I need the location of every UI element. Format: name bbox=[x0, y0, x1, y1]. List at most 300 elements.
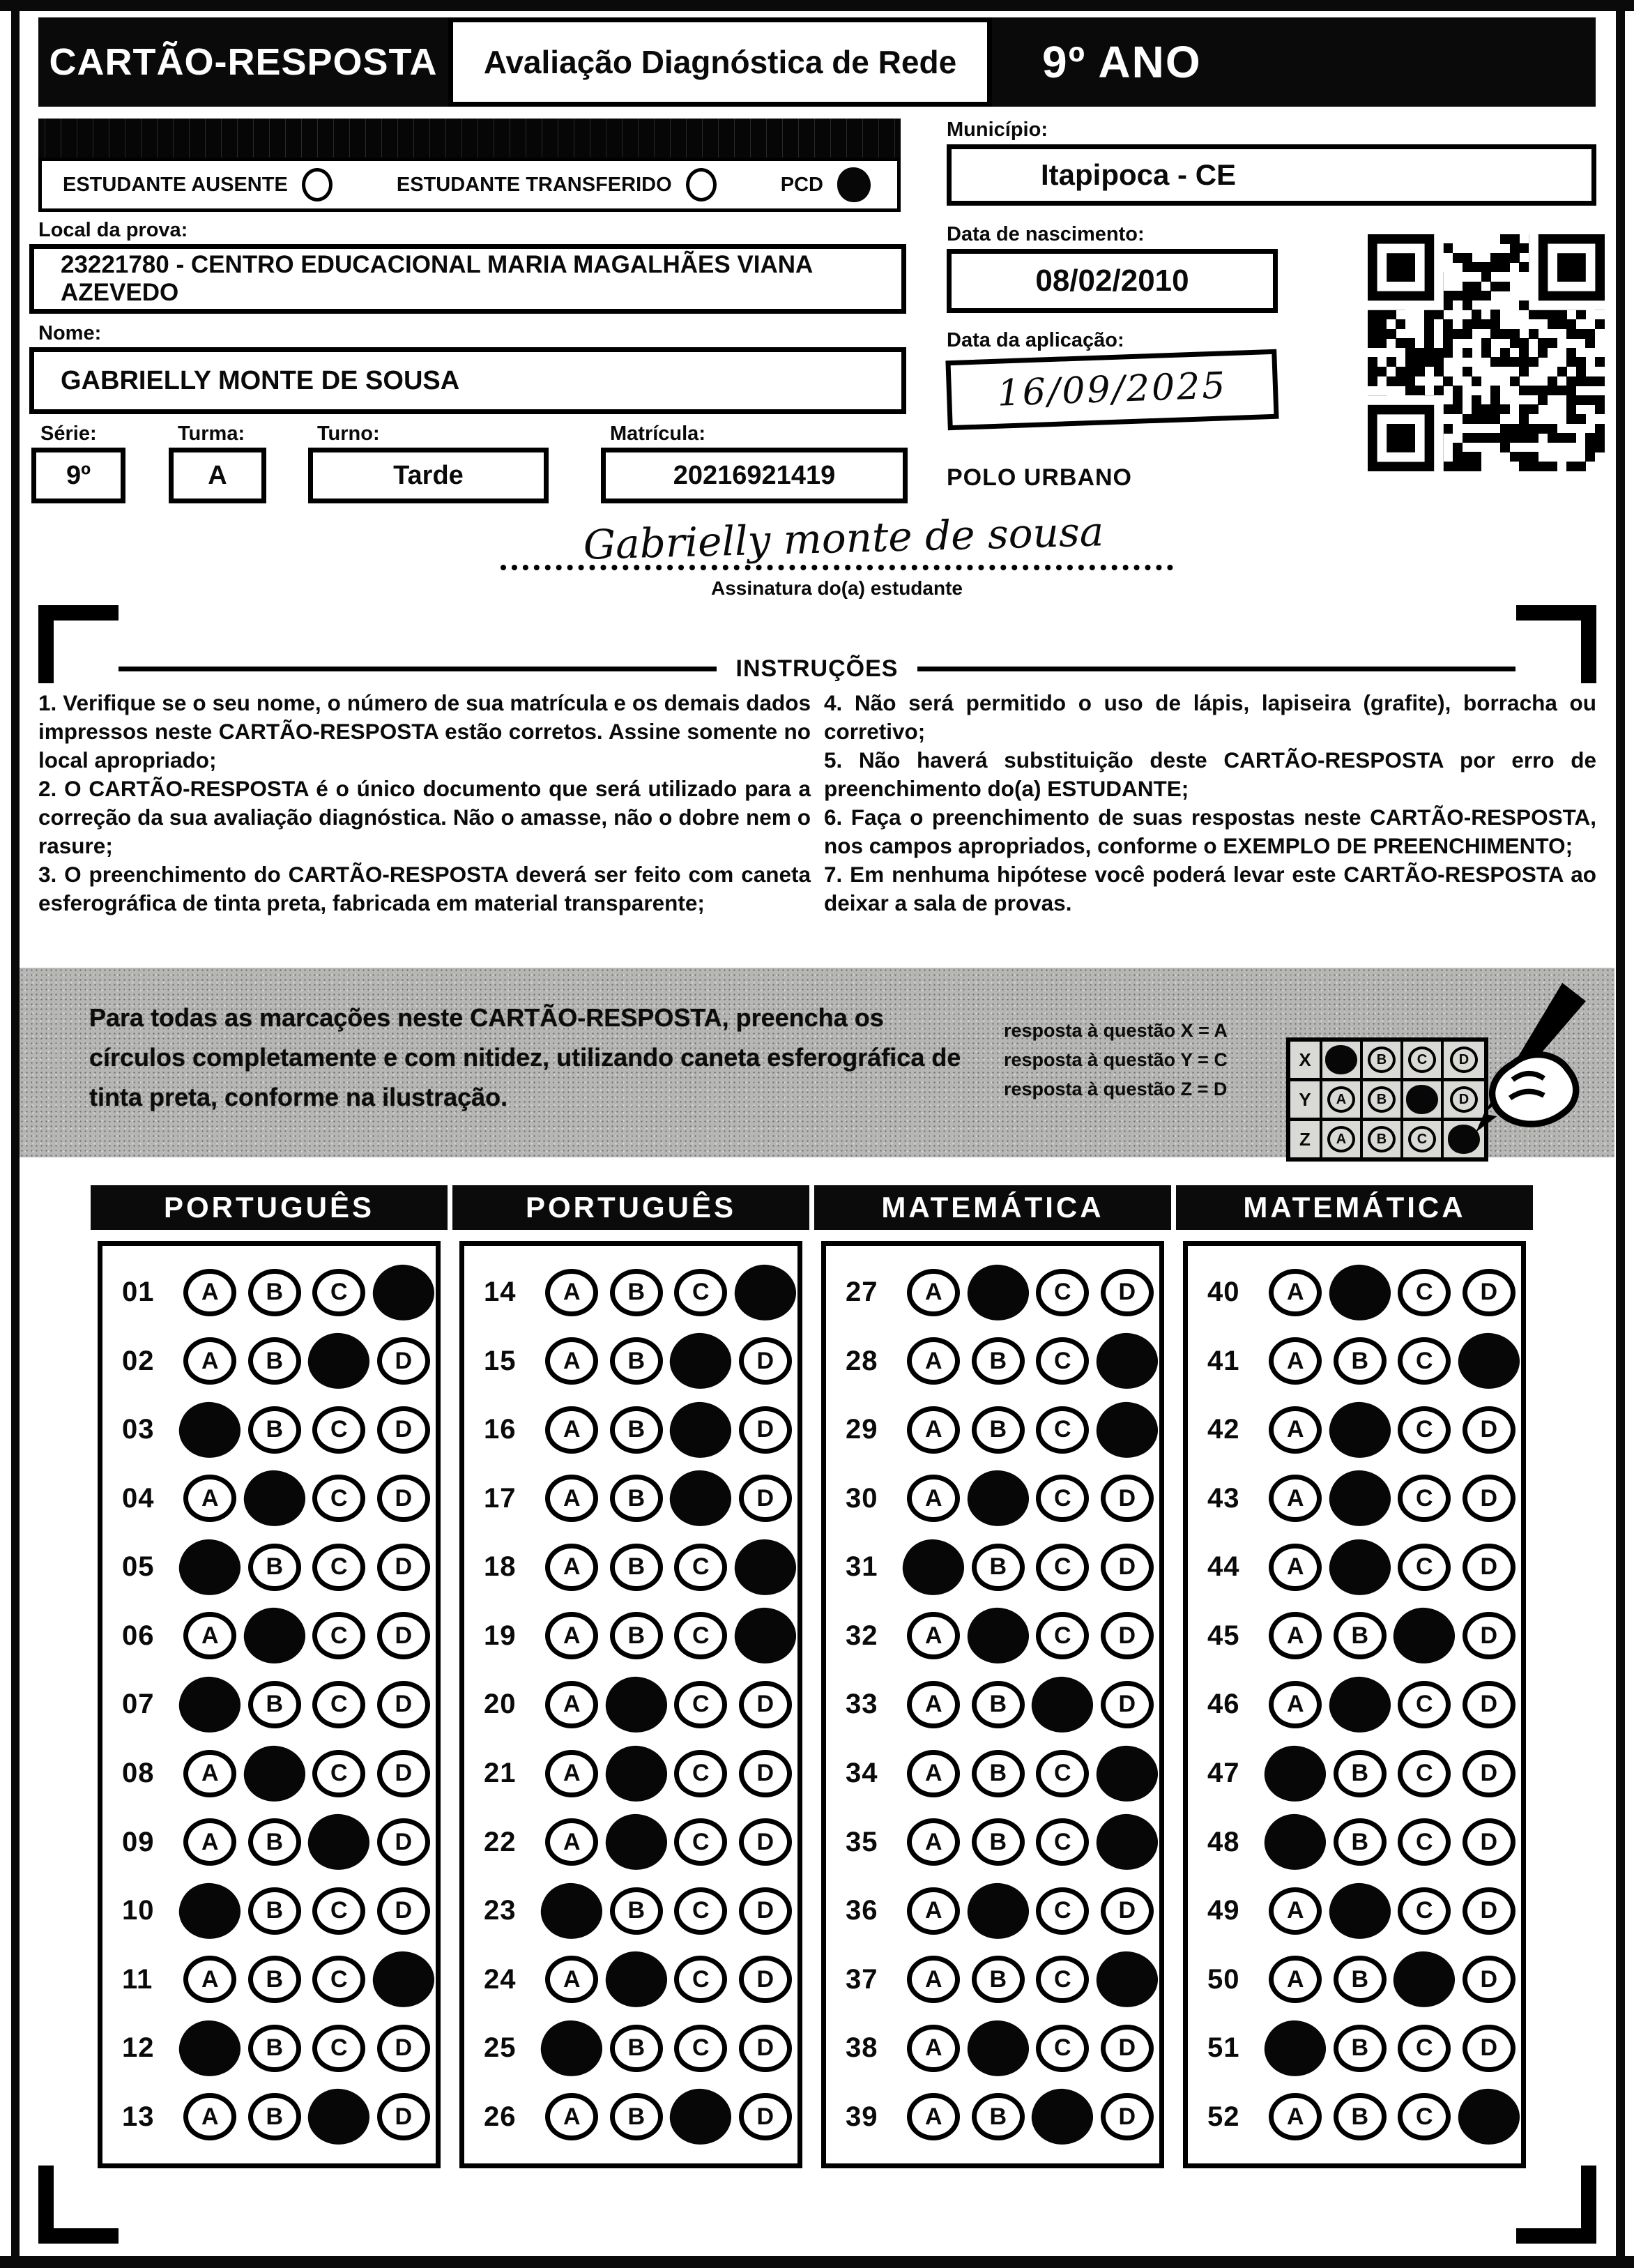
bubble-q12-D[interactable]: D bbox=[377, 2025, 430, 2072]
bubble-q07-C[interactable]: C bbox=[312, 1681, 365, 1728]
bubble-q06-B-marked[interactable] bbox=[240, 1604, 308, 1667]
bubble-q27-A[interactable]: A bbox=[907, 1269, 960, 1316]
bubble-q09-C-marked[interactable] bbox=[305, 1811, 373, 1873]
bubble-cell bbox=[1392, 1951, 1457, 2007]
bubble-q46-A[interactable]: A bbox=[1269, 1681, 1322, 1728]
bubble-q37-A[interactable]: A bbox=[907, 1956, 960, 2003]
bubble-q38-B-marked[interactable] bbox=[964, 2017, 1032, 2080]
bubble-q44-D[interactable]: D bbox=[1463, 1544, 1515, 1591]
student-signature-handwritten: Gabrielly monte de sousa bbox=[582, 508, 1105, 569]
bubble-cell bbox=[1457, 2089, 1522, 2145]
question-number: 36 bbox=[846, 1895, 878, 1926]
answer-column-4 bbox=[1176, 1185, 1533, 2168]
bubble-q18-D-marked[interactable] bbox=[731, 1536, 799, 1599]
bubble-q06-C[interactable]: C bbox=[312, 1612, 365, 1659]
question-number: 18 bbox=[484, 1551, 517, 1583]
bubble-q47-A-marked[interactable] bbox=[1262, 1742, 1329, 1804]
bubble-q51-B[interactable]: B bbox=[1334, 2025, 1387, 2072]
bubble-q16-A[interactable]: A bbox=[545, 1406, 598, 1454]
bubble-q37-D-marked[interactable] bbox=[1093, 1948, 1161, 2011]
question-row-08 bbox=[102, 1746, 436, 1802]
bubble-q36-D[interactable]: D bbox=[1101, 1887, 1154, 1935]
bubble-q19-B[interactable]: B bbox=[610, 1612, 663, 1659]
bubble-q38-C[interactable]: C bbox=[1036, 2025, 1089, 2072]
status-circle-empty[interactable] bbox=[686, 168, 717, 201]
bubble-q10-D[interactable]: D bbox=[377, 1887, 430, 1935]
bubble-q23-D[interactable]: D bbox=[739, 1887, 792, 1935]
bubble-q39-B[interactable]: B bbox=[972, 2093, 1025, 2140]
bubble-q11-B[interactable]: B bbox=[248, 1956, 301, 2003]
bubble-q33-A[interactable]: A bbox=[907, 1681, 960, 1728]
bubble-q12-A-marked[interactable] bbox=[176, 2017, 244, 2080]
bubble-q31-D[interactable]: D bbox=[1101, 1544, 1154, 1591]
bubble-cell bbox=[1457, 1750, 1522, 1797]
bubble-q41-C[interactable]: C bbox=[1398, 1337, 1451, 1385]
bubble-q25-A-marked[interactable] bbox=[538, 2017, 606, 2080]
bubble-q07-A-marked[interactable] bbox=[176, 1673, 244, 1736]
bubble-q41-D-marked[interactable] bbox=[1455, 1330, 1522, 1392]
question-row-04 bbox=[102, 1470, 436, 1526]
bubble-q08-B-marked[interactable] bbox=[240, 1742, 308, 1804]
bubble-cell bbox=[1457, 2025, 1522, 2072]
bubble-q07-D[interactable]: D bbox=[377, 1681, 430, 1728]
bubble-q49-D[interactable]: D bbox=[1463, 1887, 1515, 1935]
bubble-q48-D[interactable]: D bbox=[1463, 1818, 1515, 1866]
question-number: 11 bbox=[122, 1963, 153, 1995]
question-number: 45 bbox=[1207, 1620, 1240, 1651]
bubble-q40-B-marked[interactable] bbox=[1326, 1261, 1394, 1323]
bubble-q42-A[interactable]: A bbox=[1269, 1406, 1322, 1454]
bubble-q26-A[interactable]: A bbox=[545, 2093, 598, 2140]
bubble-q50-D[interactable]: D bbox=[1463, 1956, 1515, 2003]
bubble-q17-C-marked[interactable] bbox=[667, 1467, 735, 1530]
bubble-cell bbox=[1392, 1681, 1457, 1728]
bubble-q15-A[interactable]: A bbox=[545, 1337, 598, 1385]
bubble-q38-D[interactable]: D bbox=[1101, 2025, 1154, 2072]
question-row-13 bbox=[102, 2089, 436, 2145]
bubble-q31-A-marked[interactable] bbox=[900, 1536, 968, 1599]
bubble-cell bbox=[243, 1746, 307, 1802]
section-title-matematica-1: MATEMÁTICA bbox=[814, 1185, 1171, 1230]
bubble-q17-B[interactable]: B bbox=[610, 1475, 663, 1522]
bubble-q03-B[interactable]: B bbox=[248, 1406, 301, 1454]
answer-box-3 bbox=[821, 1241, 1164, 2168]
bubble-q11-D-marked[interactable] bbox=[369, 1948, 437, 2011]
bubble-q35-C[interactable]: C bbox=[1036, 1818, 1089, 1866]
bubble-cell bbox=[901, 2025, 966, 2072]
bubble-q09-A[interactable]: A bbox=[183, 1818, 236, 1866]
bubble-q34-B[interactable]: B bbox=[972, 1750, 1025, 1797]
legend-line-y: resposta à questão Y = C bbox=[1004, 1049, 1228, 1070]
bubble-q28-A[interactable]: A bbox=[907, 1337, 960, 1385]
bubble-q01-C[interactable]: C bbox=[312, 1269, 365, 1316]
bubble-q02-D[interactable]: D bbox=[377, 1337, 430, 1385]
instruction-item-7: 7. Em nenhuma hipótese você poderá levar este CARTÃO-RESPOSTA ao deixar a sala de provas. bbox=[824, 861, 1596, 915]
bubble-cell bbox=[604, 2093, 669, 2140]
bubble-q13-C-marked[interactable] bbox=[305, 2085, 373, 2148]
bubble-q35-A[interactable]: A bbox=[907, 1818, 960, 1866]
bubble-cell bbox=[307, 1406, 372, 1454]
question-number: 42 bbox=[1207, 1414, 1240, 1445]
question-row-30 bbox=[826, 1470, 1159, 1526]
bubble-q52-D-marked[interactable] bbox=[1455, 2085, 1522, 2148]
bubble-cell bbox=[1263, 2020, 1328, 2076]
question-row-22 bbox=[464, 1814, 797, 1870]
bubble-cell bbox=[540, 1681, 604, 1728]
question-row-17 bbox=[464, 1470, 797, 1526]
bubble-q42-B-marked[interactable] bbox=[1326, 1399, 1394, 1461]
bubble-q48-A-marked[interactable] bbox=[1262, 1811, 1329, 1873]
bubble-q29-A[interactable]: A bbox=[907, 1406, 960, 1454]
bubble-q51-C[interactable]: C bbox=[1398, 2025, 1451, 2072]
bubble-q22-A[interactable]: A bbox=[545, 1818, 598, 1866]
bubble-cell bbox=[540, 1269, 604, 1316]
bubble-q12-B[interactable]: B bbox=[248, 2025, 301, 2072]
bubble-cell bbox=[1457, 1406, 1522, 1454]
question-number: 14 bbox=[484, 1277, 517, 1308]
bubble-q21-D[interactable]: D bbox=[739, 1750, 792, 1797]
bubble-cell bbox=[1392, 1818, 1457, 1866]
bubble-q17-D[interactable]: D bbox=[739, 1475, 792, 1522]
matricula-value: 20216921419 bbox=[601, 448, 908, 503]
bubble-q44-C[interactable]: C bbox=[1398, 1544, 1451, 1591]
bubble-q13-D[interactable]: D bbox=[377, 2093, 430, 2140]
bubble-cell bbox=[1328, 2025, 1393, 2072]
bubble-q17-A[interactable]: A bbox=[545, 1475, 598, 1522]
polo-urbano-text: POLO URBANO bbox=[947, 464, 1132, 491]
bubble-q21-A[interactable]: A bbox=[545, 1750, 598, 1797]
bubble-cell bbox=[901, 1269, 966, 1316]
bubble-q24-C[interactable]: C bbox=[674, 1956, 727, 2003]
bubble-q20-C[interactable]: C bbox=[674, 1681, 727, 1728]
bubble-q44-A[interactable]: A bbox=[1269, 1544, 1322, 1591]
bubble-cell bbox=[1328, 1265, 1393, 1321]
bubble-q29-D-marked[interactable] bbox=[1093, 1399, 1161, 1461]
bubble-q16-D[interactable]: D bbox=[739, 1406, 792, 1454]
bubble-cell bbox=[540, 1883, 604, 1939]
bubble-q24-D[interactable]: D bbox=[739, 1956, 792, 2003]
bubble-q19-D-marked[interactable] bbox=[731, 1604, 799, 1667]
bubble-q14-C[interactable]: C bbox=[674, 1269, 727, 1316]
bubble-q43-C[interactable]: C bbox=[1398, 1475, 1451, 1522]
bubble-q30-C[interactable]: C bbox=[1036, 1475, 1089, 1522]
bubble-q32-D[interactable]: D bbox=[1101, 1612, 1154, 1659]
question-number: 43 bbox=[1207, 1482, 1240, 1514]
bubble-cell bbox=[307, 2089, 372, 2145]
question-number: 17 bbox=[484, 1482, 517, 1514]
bubble-q32-B-marked[interactable] bbox=[964, 1604, 1032, 1667]
bubble-q52-A[interactable]: A bbox=[1269, 2093, 1322, 2140]
registration-mark-bottom-left bbox=[38, 2166, 119, 2244]
bubble-q13-B[interactable]: B bbox=[248, 2093, 301, 2140]
bubble-q30-A[interactable]: A bbox=[907, 1475, 960, 1522]
bubble-q29-B[interactable]: B bbox=[972, 1406, 1025, 1454]
bubble-q09-B[interactable]: B bbox=[248, 1818, 301, 1866]
question-number: 32 bbox=[846, 1620, 878, 1651]
bubble-q26-C-marked[interactable] bbox=[667, 2085, 735, 2148]
bubble-q15-C-marked[interactable] bbox=[667, 1330, 735, 1392]
bubble-q13-A[interactable]: A bbox=[183, 2093, 236, 2140]
question-row-29 bbox=[826, 1402, 1159, 1458]
bubble-q14-D-marked[interactable] bbox=[731, 1261, 799, 1323]
bubble-cell bbox=[733, 1406, 798, 1454]
question-number: 01 bbox=[122, 1277, 155, 1308]
bubble-q36-C[interactable]: C bbox=[1036, 1887, 1089, 1935]
question-row-38 bbox=[826, 2020, 1159, 2076]
bubble-q16-C-marked[interactable] bbox=[667, 1399, 735, 1461]
bubble-cell bbox=[1457, 1818, 1522, 1866]
bubble-q21-B-marked[interactable] bbox=[602, 1742, 670, 1804]
bubble-q27-D[interactable]: D bbox=[1101, 1269, 1154, 1316]
bubble-q14-B[interactable]: B bbox=[610, 1269, 663, 1316]
bubble-q28-B[interactable]: B bbox=[972, 1337, 1025, 1385]
bubble-cell bbox=[372, 1612, 436, 1659]
bubble-cell bbox=[540, 2020, 604, 2076]
bubble-q10-A-marked[interactable] bbox=[176, 1880, 244, 1942]
question-row-41 bbox=[1188, 1333, 1521, 1389]
bubble-q27-C[interactable]: C bbox=[1036, 1269, 1089, 1316]
bubble-q14-A[interactable]: A bbox=[545, 1269, 598, 1316]
bubble-q48-C[interactable]: C bbox=[1398, 1818, 1451, 1866]
bubble-q15-B[interactable]: B bbox=[610, 1337, 663, 1385]
bubble-cell bbox=[669, 2025, 733, 2072]
bubble-q11-C[interactable]: C bbox=[312, 1956, 365, 2003]
fill-example-band bbox=[20, 968, 1614, 1157]
turma-label: Turma: bbox=[178, 423, 245, 445]
bubble-q08-C[interactable]: C bbox=[312, 1750, 365, 1797]
bubble-q28-C[interactable]: C bbox=[1036, 1337, 1089, 1385]
bubble-q31-C[interactable]: C bbox=[1036, 1544, 1089, 1591]
bubble-q03-D[interactable]: D bbox=[377, 1406, 430, 1454]
bubble-q41-B[interactable]: B bbox=[1334, 1337, 1387, 1385]
bubble-q38-A[interactable]: A bbox=[907, 2025, 960, 2072]
bubble-q02-A[interactable]: A bbox=[183, 1337, 236, 1385]
bubble-cell bbox=[604, 1887, 669, 1935]
bubble-q52-B[interactable]: B bbox=[1334, 2093, 1387, 2140]
bubble-q24-A[interactable]: A bbox=[545, 1956, 598, 2003]
bubble-cell bbox=[372, 1681, 436, 1728]
question-number: 20 bbox=[484, 1689, 517, 1720]
bubble-q25-C[interactable]: C bbox=[674, 2025, 727, 2072]
bubble-q24-B-marked[interactable] bbox=[602, 1948, 670, 2011]
bubble-q31-B[interactable]: B bbox=[972, 1544, 1025, 1591]
bubble-cell bbox=[1030, 1337, 1095, 1385]
bubble-cell bbox=[1392, 1337, 1457, 1385]
bubble-q29-C[interactable]: C bbox=[1036, 1406, 1089, 1454]
bubble-q04-B-marked[interactable] bbox=[240, 1467, 308, 1530]
status-circle-filled[interactable] bbox=[837, 167, 871, 202]
bubble-q47-D[interactable]: D bbox=[1463, 1750, 1515, 1797]
bubble-q47-B[interactable]: B bbox=[1334, 1750, 1387, 1797]
bubble-q50-A[interactable]: A bbox=[1269, 1956, 1322, 2003]
bubble-q32-C[interactable]: C bbox=[1036, 1612, 1089, 1659]
bubble-q37-B[interactable]: B bbox=[972, 1956, 1025, 2003]
bubble-q49-C[interactable]: C bbox=[1398, 1887, 1451, 1935]
example-cell bbox=[1363, 1042, 1403, 1078]
bubble-q33-B[interactable]: B bbox=[972, 1681, 1025, 1728]
bubble-q04-D[interactable]: D bbox=[377, 1475, 430, 1522]
bubble-q02-B[interactable]: B bbox=[248, 1337, 301, 1385]
bubble-cell bbox=[1030, 1818, 1095, 1866]
bubble-q34-A[interactable]: A bbox=[907, 1750, 960, 1797]
bubble-q43-D[interactable]: D bbox=[1463, 1475, 1515, 1522]
bubble-q45-A[interactable]: A bbox=[1269, 1612, 1322, 1659]
bubble-q18-B[interactable]: B bbox=[610, 1544, 663, 1591]
bubble-q46-D[interactable]: D bbox=[1463, 1681, 1515, 1728]
bubble-q51-A-marked[interactable] bbox=[1262, 2017, 1329, 2080]
bubble-q05-A-marked[interactable] bbox=[176, 1536, 244, 1599]
bubble-q23-B[interactable]: B bbox=[610, 1887, 663, 1935]
question-row-42 bbox=[1188, 1402, 1521, 1458]
bubble-q19-A[interactable]: A bbox=[545, 1612, 598, 1659]
bubble-q11-A[interactable]: A bbox=[183, 1956, 236, 2003]
bubble-q05-B[interactable]: B bbox=[248, 1544, 301, 1591]
bubble-q06-D[interactable]: D bbox=[377, 1612, 430, 1659]
bubble-q39-D[interactable]: D bbox=[1101, 2093, 1154, 2140]
bubble-cell bbox=[1095, 1681, 1160, 1728]
bubble-q36-B-marked[interactable] bbox=[964, 1880, 1032, 1942]
bubble-cell bbox=[1457, 1956, 1522, 2003]
bubble-cell bbox=[540, 1818, 604, 1866]
bubble-q34-C[interactable]: C bbox=[1036, 1750, 1089, 1797]
status-option-label: PCD bbox=[780, 173, 823, 196]
bubble-cell bbox=[1392, 1406, 1457, 1454]
bubble-q01-B[interactable]: B bbox=[248, 1269, 301, 1316]
bubble-q26-B[interactable]: B bbox=[610, 2093, 663, 2140]
bubble-q39-A[interactable]: A bbox=[907, 2093, 960, 2140]
bubble-cell bbox=[540, 1544, 604, 1591]
question-row-36 bbox=[826, 1883, 1159, 1939]
bubble-cell bbox=[966, 1265, 1031, 1321]
bubble-q10-C[interactable]: C bbox=[312, 1887, 365, 1935]
status-circle-empty[interactable] bbox=[302, 168, 333, 201]
bubble-q04-C[interactable]: C bbox=[312, 1475, 365, 1522]
bubble-q06-A[interactable]: A bbox=[183, 1612, 236, 1659]
bubble-q08-D[interactable]: D bbox=[377, 1750, 430, 1797]
bubble-q42-D[interactable]: D bbox=[1463, 1406, 1515, 1454]
bubble-q40-C[interactable]: C bbox=[1398, 1269, 1451, 1316]
bubble-q33-D[interactable]: D bbox=[1101, 1681, 1154, 1728]
bubble-q05-C[interactable]: C bbox=[312, 1544, 365, 1591]
bubble-q52-C[interactable]: C bbox=[1398, 2093, 1451, 2140]
bubble-cell bbox=[1263, 1612, 1328, 1659]
bubble-cell bbox=[966, 1956, 1031, 2003]
bubble-q01-D-marked[interactable] bbox=[369, 1261, 437, 1323]
bubble-q50-C-marked[interactable] bbox=[1391, 1948, 1458, 2011]
bubble-q27-B-marked[interactable] bbox=[964, 1261, 1032, 1323]
bubble-q19-C[interactable]: C bbox=[674, 1612, 727, 1659]
example-bubble-Y-A: A bbox=[1327, 1086, 1355, 1113]
bubble-q44-B-marked[interactable] bbox=[1326, 1536, 1394, 1599]
bubble-q33-C-marked[interactable] bbox=[1029, 1673, 1097, 1736]
bubble-q50-B[interactable]: B bbox=[1334, 1956, 1387, 2003]
bubble-cell bbox=[1263, 1681, 1328, 1728]
bubble-q01-A[interactable]: A bbox=[183, 1269, 236, 1316]
bubble-cell bbox=[178, 1402, 243, 1458]
question-number: 38 bbox=[846, 2032, 878, 2064]
bubble-q25-B[interactable]: B bbox=[610, 2025, 663, 2072]
bubble-q41-A[interactable]: A bbox=[1269, 1337, 1322, 1385]
bubble-q42-C[interactable]: C bbox=[1398, 1406, 1451, 1454]
bubble-q22-C[interactable]: C bbox=[674, 1818, 727, 1866]
bubble-cell bbox=[1392, 1608, 1457, 1664]
bubble-q20-B-marked[interactable] bbox=[602, 1673, 670, 1736]
bubble-q07-B[interactable]: B bbox=[248, 1681, 301, 1728]
bubble-cell bbox=[966, 1883, 1031, 1939]
bubble-cell bbox=[1392, 1750, 1457, 1797]
bubble-cell bbox=[669, 1818, 733, 1866]
bubble-q22-B-marked[interactable] bbox=[602, 1811, 670, 1873]
instruction-item-6: 6. Faça o preenchimento de suas respostas neste CARTÃO-RESPOSTA, nos campos apropriados, conforme o EXEMPLO DE PREENCHIMENTO; bbox=[824, 804, 1596, 858]
bubble-q26-D[interactable]: D bbox=[739, 2093, 792, 2140]
bubble-q45-C-marked[interactable] bbox=[1391, 1604, 1458, 1667]
bubble-q39-C-marked[interactable] bbox=[1029, 2085, 1097, 2148]
bubble-cell bbox=[669, 2089, 733, 2145]
bubble-cell bbox=[1095, 1269, 1160, 1316]
bubble-cell bbox=[966, 1608, 1031, 1664]
bubble-q03-C[interactable]: C bbox=[312, 1406, 365, 1454]
bubble-q25-D[interactable]: D bbox=[739, 2025, 792, 2072]
bubble-q28-D-marked[interactable] bbox=[1093, 1330, 1161, 1392]
bubble-q49-A[interactable]: A bbox=[1269, 1887, 1322, 1935]
bubble-q32-A[interactable]: A bbox=[907, 1612, 960, 1659]
bubble-q30-D[interactable]: D bbox=[1101, 1475, 1154, 1522]
example-bubble-Y-D: D bbox=[1450, 1086, 1478, 1113]
bubble-q47-C[interactable]: C bbox=[1398, 1750, 1451, 1797]
bubble-q20-D[interactable]: D bbox=[739, 1681, 792, 1728]
bubble-q37-C[interactable]: C bbox=[1036, 1956, 1089, 2003]
bubble-q18-C[interactable]: C bbox=[674, 1544, 727, 1591]
bubble-q09-D[interactable]: D bbox=[377, 1818, 430, 1866]
bubble-q46-B-marked[interactable] bbox=[1326, 1673, 1394, 1736]
bubble-q40-D[interactable]: D bbox=[1463, 1269, 1515, 1316]
bubble-q36-A[interactable]: A bbox=[907, 1887, 960, 1935]
bubble-q45-D[interactable]: D bbox=[1463, 1612, 1515, 1659]
example-row-label: Y bbox=[1290, 1081, 1322, 1118]
bubble-q49-B-marked[interactable] bbox=[1326, 1880, 1394, 1942]
bubble-q08-A[interactable]: A bbox=[183, 1750, 236, 1797]
bubble-q23-A-marked[interactable] bbox=[538, 1880, 606, 1942]
bubble-q03-A-marked[interactable] bbox=[176, 1399, 244, 1461]
bubble-q30-B-marked[interactable] bbox=[964, 1467, 1032, 1530]
bubble-q12-C[interactable]: C bbox=[312, 2025, 365, 2072]
bubble-q40-A[interactable]: A bbox=[1269, 1269, 1322, 1316]
bubble-q04-A[interactable]: A bbox=[183, 1475, 236, 1522]
bubble-q21-C[interactable]: C bbox=[674, 1750, 727, 1797]
bubble-cell bbox=[1328, 1750, 1393, 1797]
bubble-q35-B[interactable]: B bbox=[972, 1818, 1025, 1866]
bubble-q34-D-marked[interactable] bbox=[1093, 1742, 1161, 1804]
bubble-q10-B[interactable]: B bbox=[248, 1887, 301, 1935]
bubble-q05-D[interactable]: D bbox=[377, 1544, 430, 1591]
bubble-q45-B[interactable]: B bbox=[1334, 1612, 1387, 1659]
bubble-cell bbox=[1263, 1746, 1328, 1802]
bubble-q16-B[interactable]: B bbox=[610, 1406, 663, 1454]
bubble-cell bbox=[372, 1887, 436, 1935]
bubble-q43-B-marked[interactable] bbox=[1326, 1467, 1394, 1530]
bubble-q02-C-marked[interactable] bbox=[305, 1330, 373, 1392]
bubble-q48-B[interactable]: B bbox=[1334, 1818, 1387, 1866]
bubble-q20-A[interactable]: A bbox=[545, 1681, 598, 1728]
bubble-q51-D[interactable]: D bbox=[1463, 2025, 1515, 2072]
bubble-q22-D[interactable]: D bbox=[739, 1818, 792, 1866]
bubble-q43-A[interactable]: A bbox=[1269, 1475, 1322, 1522]
bubble-q18-A[interactable]: A bbox=[545, 1544, 598, 1591]
bubble-q23-C[interactable]: C bbox=[674, 1887, 727, 1935]
bubble-q15-D[interactable]: D bbox=[739, 1337, 792, 1385]
bubble-q46-C[interactable]: C bbox=[1398, 1681, 1451, 1728]
bubble-q35-D-marked[interactable] bbox=[1093, 1811, 1161, 1873]
